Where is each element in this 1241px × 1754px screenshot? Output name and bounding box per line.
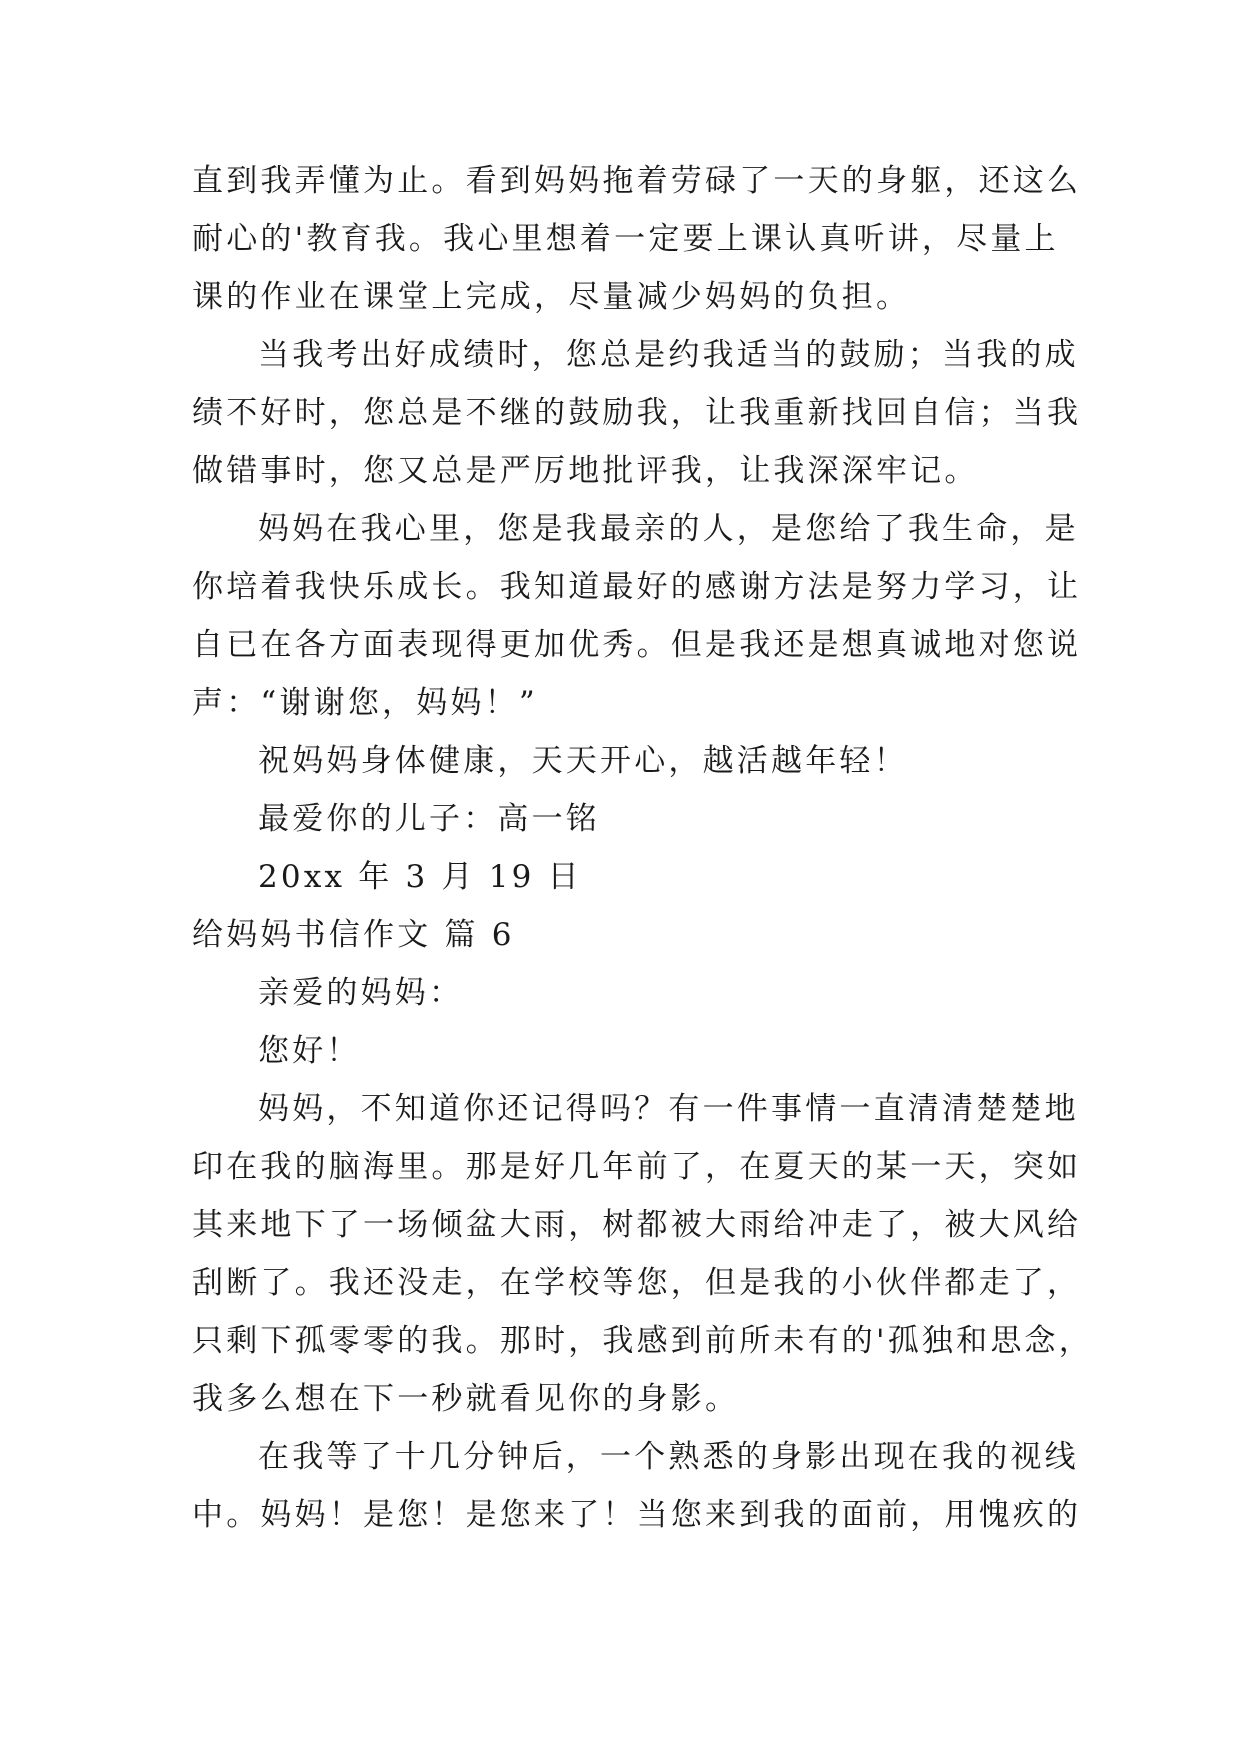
paragraph-line: 其来地下了一场倾盆大雨，树都被大雨给冲走了，被大风给 <box>192 1207 1082 1243</box>
paragraph-line: 妈妈在我心里，您是我最亲的人，是您给了我生命，是 <box>258 511 1079 547</box>
closing-wish: 祝妈妈身体健康，天天开心，越活越年轻！ <box>258 743 908 779</box>
paragraph-line: 中。妈妈！是您！是您来了！当您来到我的面前，用愧疚的 <box>192 1497 1082 1533</box>
paragraph-line: 声：“谢谢您，妈妈！” <box>192 685 538 721</box>
paragraph-line: 只剩下孤零零的我。那时，我感到前所未有的'孤独和思念， <box>192 1323 1093 1359</box>
letter-6-paragraph-2 <box>192 1428 1082 1544</box>
signature: 最爱你的儿子：高一铭 <box>258 801 600 837</box>
paragraph-line: 做错事时，您又总是严厉地批评我，让我深深牢记。 <box>192 453 979 489</box>
paragraph-line: 在我等了十几分钟后，一个熟悉的身影出现在我的视线 <box>258 1439 1079 1475</box>
letter-6-paragraph-1 <box>192 1080 1093 1428</box>
paragraph-line: 印在我的脑海里。那是好几年前了，在夏天的某一天，突如 <box>192 1149 1082 1185</box>
letter-date: 20xx 年 3 月 19 日 <box>258 859 582 895</box>
section-title: 给妈妈书信作文 篇 6 <box>192 917 515 953</box>
paragraph-3 <box>192 500 1082 732</box>
paragraph-1 <box>192 152 1082 326</box>
greeting: 您好！ <box>258 1033 361 1069</box>
paragraph-line: 刮断了。我还没走，在学校等您，但是我的小伙伴都走了， <box>192 1265 1082 1301</box>
document-page <box>192 152 1093 1544</box>
paragraph-line: 我多么想在下一秒就看见你的身影。 <box>192 1381 740 1417</box>
paragraph-line: 自已在各方面表现得更加优秀。但是我还是想真诚地对您说 <box>192 627 1082 663</box>
paragraph-line: 直到我弄懂为止。看到妈妈拖着劳碌了一天的身躯，还这么 <box>192 163 1082 199</box>
paragraph-line: 妈妈，不知道你还记得吗？有一件事情一直清清楚楚地 <box>258 1091 1079 1127</box>
paragraph-line: 课的作业在课堂上完成，尽量减少妈妈的负担。 <box>192 279 911 315</box>
salutation: 亲爱的妈妈： <box>258 975 464 1011</box>
paragraph-line: 绩不好时，您总是不继的鼓励我，让我重新找回自信；当我 <box>192 395 1082 431</box>
paragraph-line: 当我考出好成绩时，您总是约我适当的鼓励；当我的成 <box>258 337 1079 373</box>
paragraph-line: 你培着我快乐成长。我知道最好的感谢方法是努力学习，让 <box>192 569 1082 605</box>
paragraph-line: 耐心的'教育我。我心里想着一定要上课认真听讲，尽量上 <box>192 221 1059 257</box>
paragraph-2 <box>192 326 1082 500</box>
